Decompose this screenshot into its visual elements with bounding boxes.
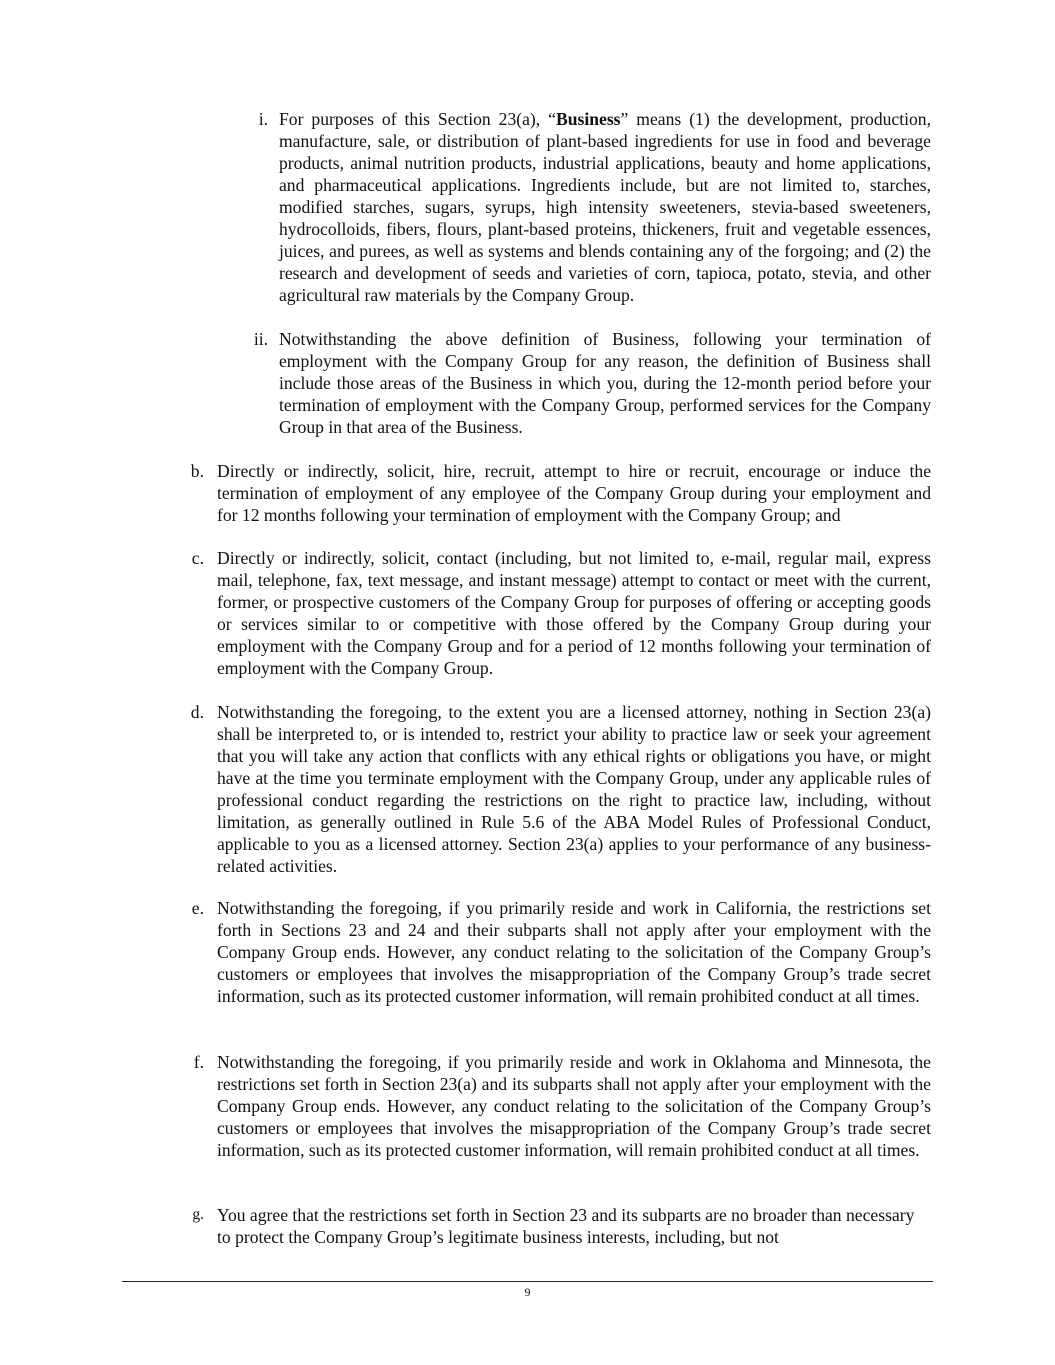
clause-e: [191, 897, 931, 1007]
clause-c: [191, 547, 931, 679]
clause-b: [190, 460, 931, 526]
clause-i-text-after: ” means (1) the development, production, manufacture, sale, or distribution of plant-based ingredients for use in food and beverage products, animal nutrition products, industrial applications, beauty and home applications, and pharmaceutical applications. Ingredients include, but are not limited to, starches, modified starches, sugars, syrups, high intensity sweeteners, stevia-based sweeteners, hydrocolloids, fibers, flours, plant-based proteins, thickeners, fruit and vegetable essences, juices, and purees, as well as systems and blends containing any of the forgoing; and (2) the research and development of seeds and varieties of corn, tapioca, potato, stevia, and other agricultural raw materials by the Company Group.: [279, 109, 932, 305]
clause-ii-marker: ii.: [253, 329, 268, 349]
clause-d: [190, 701, 931, 877]
clause-g-marker: g.: [192, 1206, 204, 1223]
clause-g-text: You agree that the restrictions set forth in Section 23 and its subparts are no broader than necessary to protect the Company Group’s legitimate business interests, including, but not: [217, 1205, 915, 1247]
clause-c-text: Directly or indirectly, solicit, contact (including, but not limited to, e-mail, regular mail, express mail, telephone, fax, text message, and instant message) attempt to contact or meet with the current, former, or prospective customers of the Company Group for purposes of offering or accepting goods or services similar to or competitive with those offered by the Company Group during your employment with the Company Group and for a period of 12 months following your termination of employment with the Company Group.: [217, 548, 931, 678]
clause-ii: [253, 328, 931, 438]
footer-divider: [122, 1281, 933, 1282]
clause-i-marker: i.: [258, 109, 268, 129]
clause-c-marker: c.: [191, 548, 204, 568]
clause-d-text: Notwithstanding the foregoing, to the extent you are a licensed attorney, nothing in Section 23(a) shall be interpreted to, or is intended to, restrict your ability to practice law or seek your agreement that you will take any action that conflicts with any ethical rights or obligations you have, or might have at the time you terminate employment with the Company Group, under any applicable rules of professional conduct regarding the restrictions on the right to practice law, including, without limitation, as generally outlined in Rule 5.6 of the ABA Model Rules of Professional Conduct, applicable to you as a licensed attorney. Section 23(a) applies to your performance of any business-related activities.: [217, 702, 931, 876]
clause-f-marker: f.: [193, 1052, 204, 1072]
clause-e-marker: e.: [191, 898, 204, 918]
clause-b-marker: b.: [190, 461, 204, 481]
clause-ii-text: Notwithstanding the above definition of Business, following your termination of employment with the Company Group for any reason, the definition of Business shall include those areas of the Business in which you, during the 12-month period before your termination of employment with the Company Group, performed services for the Company Group in that area of the Business.: [279, 329, 931, 437]
clause-f: [193, 1051, 931, 1161]
clause-d-marker: d.: [190, 702, 204, 722]
clause-e-text: Notwithstanding the foregoing, if you primarily reside and work in California, the restrictions set forth in Sections 23 and 24 and their subparts shall not apply after your employment with the Company Group ends. However, any conduct relating to the solicitation of the Company Group’s customers or employees that involves the misappropriation of the Company Group’s trade secret information, such as its protected customer information, will remain prohibited conduct at all times.: [217, 898, 931, 1006]
business-defined-term: Business: [555, 109, 621, 129]
clause-i-text: [279, 108, 931, 306]
clause-i-text-before: For purposes of this Section 23(a), “: [279, 109, 556, 129]
clause-g: [192, 1204, 931, 1248]
clause-i: [258, 108, 932, 306]
clause-f-text: Notwithstanding the foregoing, if you primarily reside and work in Oklahoma and Minnesota, the restrictions set forth in Section 23(a) and its subparts shall not apply after your employment with the Company Group ends. However, any conduct relating to the solicitation of the Company Group’s customers or employees that involves the misappropriation of the Company Group’s trade secret information, such as its protected customer information, will remain prohibited conduct at all times.: [217, 1052, 931, 1160]
clause-b-text: Directly or indirectly, solicit, hire, recruit, attempt to hire or recruit, encourage or induce the termination of employment of any employee of the Company Group during your employment and for 12 months following your termination of employment with the Company Group; and: [217, 461, 931, 525]
page-number: 9: [524, 1285, 531, 1299]
